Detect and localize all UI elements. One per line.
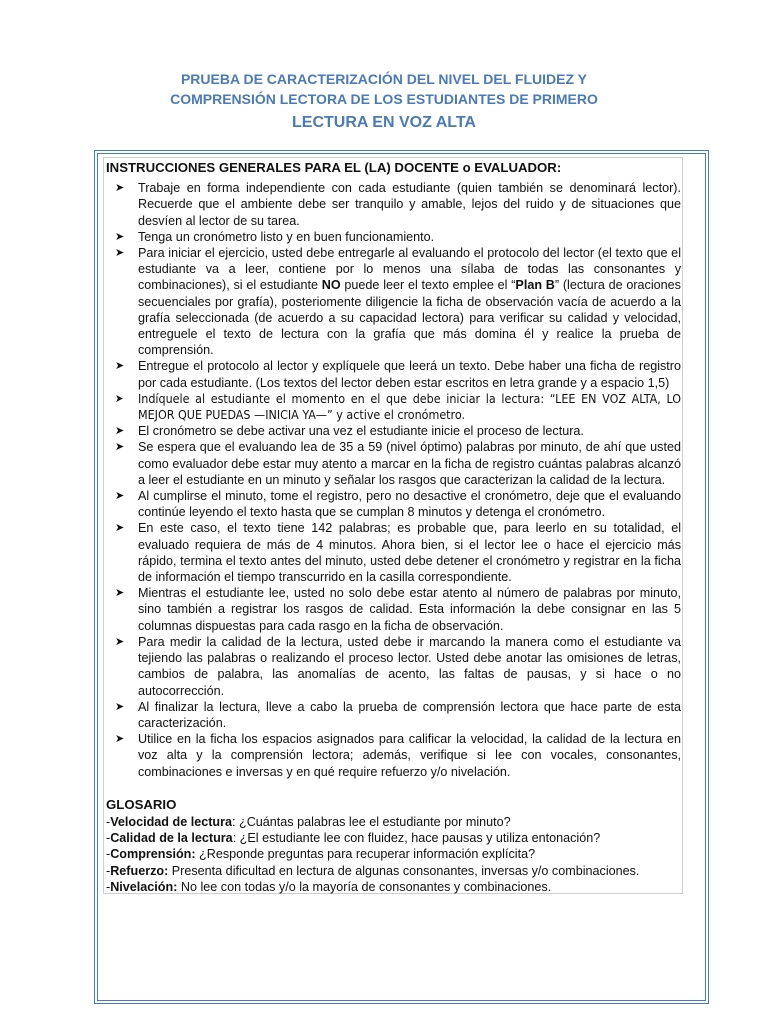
instruction-item: ➤ Indíquele al estudiante el momento en el que debe iniciar la lectura: “LEE EN VOZ ALTA, LO MEJOR QUE PUEDAS —INICIA YA—” y active el cronómetro. [115, 390, 681, 423]
instruction-item: ➤ Al cumplirse el minuto, tome el registro, pero no desactive el cronómetro, deje que el evaluando continúe leyendo el texto hasta que se cumplan 8 minutos y detenga el cronómetro. [115, 489, 681, 520]
glossary-entry: -Calidad de la lectura: ¿El estudiante lee con fluidez, hace pausas y utiliza entonación? [106, 831, 601, 846]
arrow-bullet-icon: ➤ [115, 587, 125, 600]
glossary-entry: -Velocidad de lectura: ¿Cuántas palabras lee el estudiante por minuto? [106, 814, 511, 829]
glossary [106, 797, 681, 895]
glossary-entry: -Comprensión: ¿Responde preguntas para recuperar información explícita? [106, 847, 536, 862]
arrow-bullet-icon: ➤ [115, 425, 125, 438]
arrow-bullet-icon: ➤ [115, 700, 125, 713]
arrow-bullet-icon: ➤ [115, 391, 124, 405]
document-title-line-2: COMPRENSIÓN LECTORA DE LOS ESTUDIANTES DE PRIMERO [170, 91, 598, 107]
instruction-item: ➤ Al finalizar la lectura, lleve a cabo la prueba de comprensión lectora que hace parte de esta caracterización. [115, 699, 681, 730]
arrow-bullet-icon: ➤ [115, 230, 125, 243]
emphasis-no: NO [321, 278, 341, 293]
document-subtitle: LECTURA EN VOZ ALTA [292, 114, 476, 131]
arrow-bullet-icon: ➤ [115, 522, 125, 535]
glossary-title: GLOSARIO [106, 796, 177, 812]
instruction-item: ➤ Mientras el estudiante lee, usted no solo debe estar atento al número de palabras por minuto, sino también a registrar los rasgos de calidad. Esta información la debe consignar en las 5 columnas dispuestas para cada rasgo en la ficha de observación. [115, 586, 681, 633]
instructions-title: INSTRUCCIONES GENERALES PARA EL (LA) DOCENTE o EVALUADOR: [106, 160, 562, 175]
instruction-item: ➤ Trabaje en forma independiente con cada estudiante (quien también se denominará lector). Recuerde que el ambiente debe ser tranquilo y amable, lejos del ruido y de situaciones que desvíen al lector de su tarea. [115, 181, 681, 228]
instruction-item: ➤ Tenga un cronómetro listo y en buen funcionamiento. [115, 229, 435, 244]
arrow-bullet-icon: ➤ [115, 733, 125, 746]
instruction-item: ➤ Utilice en la ficha los espacios asignados para calificar la velocidad, la calidad de la lectura en voz alta y la comprensión lectora; además, verifique si lee con vocales, consonantes, combinaciones e inversas y en qué require refuerzo y/o nivelación. [115, 732, 681, 779]
document-title-line-1: PRUEBA DE CARACTERIZACIÓN DEL NIVEL DEL FLUIDEZ Y [180, 71, 588, 87]
instructions-list [106, 180, 681, 780]
instruction-item: ➤ Entregue el protocolo al lector y explíquele que leerá un texto. Debe haber una ficha de registro por cada estudiante. (Los textos del lector deben estar escritos en letra grande y a espacio 1,5) [115, 359, 681, 390]
instruction-item: ➤ Se espera que el evaluando lea de 35 a 59 (nivel óptimo) palabras por minuto, de ahí que usted como evaluador debe estar muy atento a marcar en la ficha de registro cuántas palabras alcanzó a leer el estudiante en un minuto y señalar los rasgos que caracterizan la calidad de la lectura. [115, 440, 681, 487]
instruction-item: ➤ Para medir la calidad de la lectura, usted debe ir marcando la manera como el estudiante va tejiendo las palabras o realizando el proceso lector. Usted debe anotar las omisiones de letras, cambios de palabra, las anomalías de acento, las faltas de pausas, y si hace o no autocorrección. [115, 634, 681, 698]
instruction-item: ➤ El cronómetro se debe activar una vez el estudiante inicie el proceso de lectura. [115, 424, 584, 439]
content [106, 160, 681, 895]
arrow-bullet-icon: ➤ [115, 247, 125, 260]
arrow-bullet-icon: ➤ [115, 182, 125, 195]
glossary-entry: -Refuerzo: Presenta dificultad en lectura de algunas consonantes, inversas y/o combinaciones. [106, 863, 640, 878]
instruction-item: ➤ Para iniciar el ejercicio, usted debe entregarle al evaluando el protocolo del lector (el texto que el estudiante va a leer, contiene por lo menos una sílaba de todas las consonantes y combinaciones), si el estudiante NO puede leer el texto emplee el “Plan B” (lectura de oraciones secuenciales por grafía), posteriomente diligencie la ficha de observación vacía de acuerdo a la grafía seleccionada (de acuerdo a su capacidad lectora) para verificar su calidad y velocidad, entreguele el texto de lectura con la grafía que más domina él y realice la prueba de comprensión. [115, 246, 681, 358]
emphasis-plan-b: Plan B [515, 278, 555, 293]
instruction-item: ➤ En este caso, el texto tiene 142 palabras; es probable que, para leerlo en su totalidad, el evaluado requiera de más de 4 minutos. Ahora bien, si el lector lee o hace el ejercicio más rápido, termina el texto antes del minuto, usted debe detener el cronómetro y registrar en la ficha de información el tiempo transcurrido en la casilla correspondiente. [115, 521, 681, 585]
glossary-entry: -Nivelación: No lee con todas y/o la mayoría de consonantes y combinaciones. [106, 879, 552, 894]
arrow-bullet-icon: ➤ [115, 490, 125, 503]
arrow-bullet-icon: ➤ [115, 441, 125, 454]
arrow-bullet-icon: ➤ [115, 635, 125, 648]
arrow-bullet-icon: ➤ [115, 360, 125, 373]
